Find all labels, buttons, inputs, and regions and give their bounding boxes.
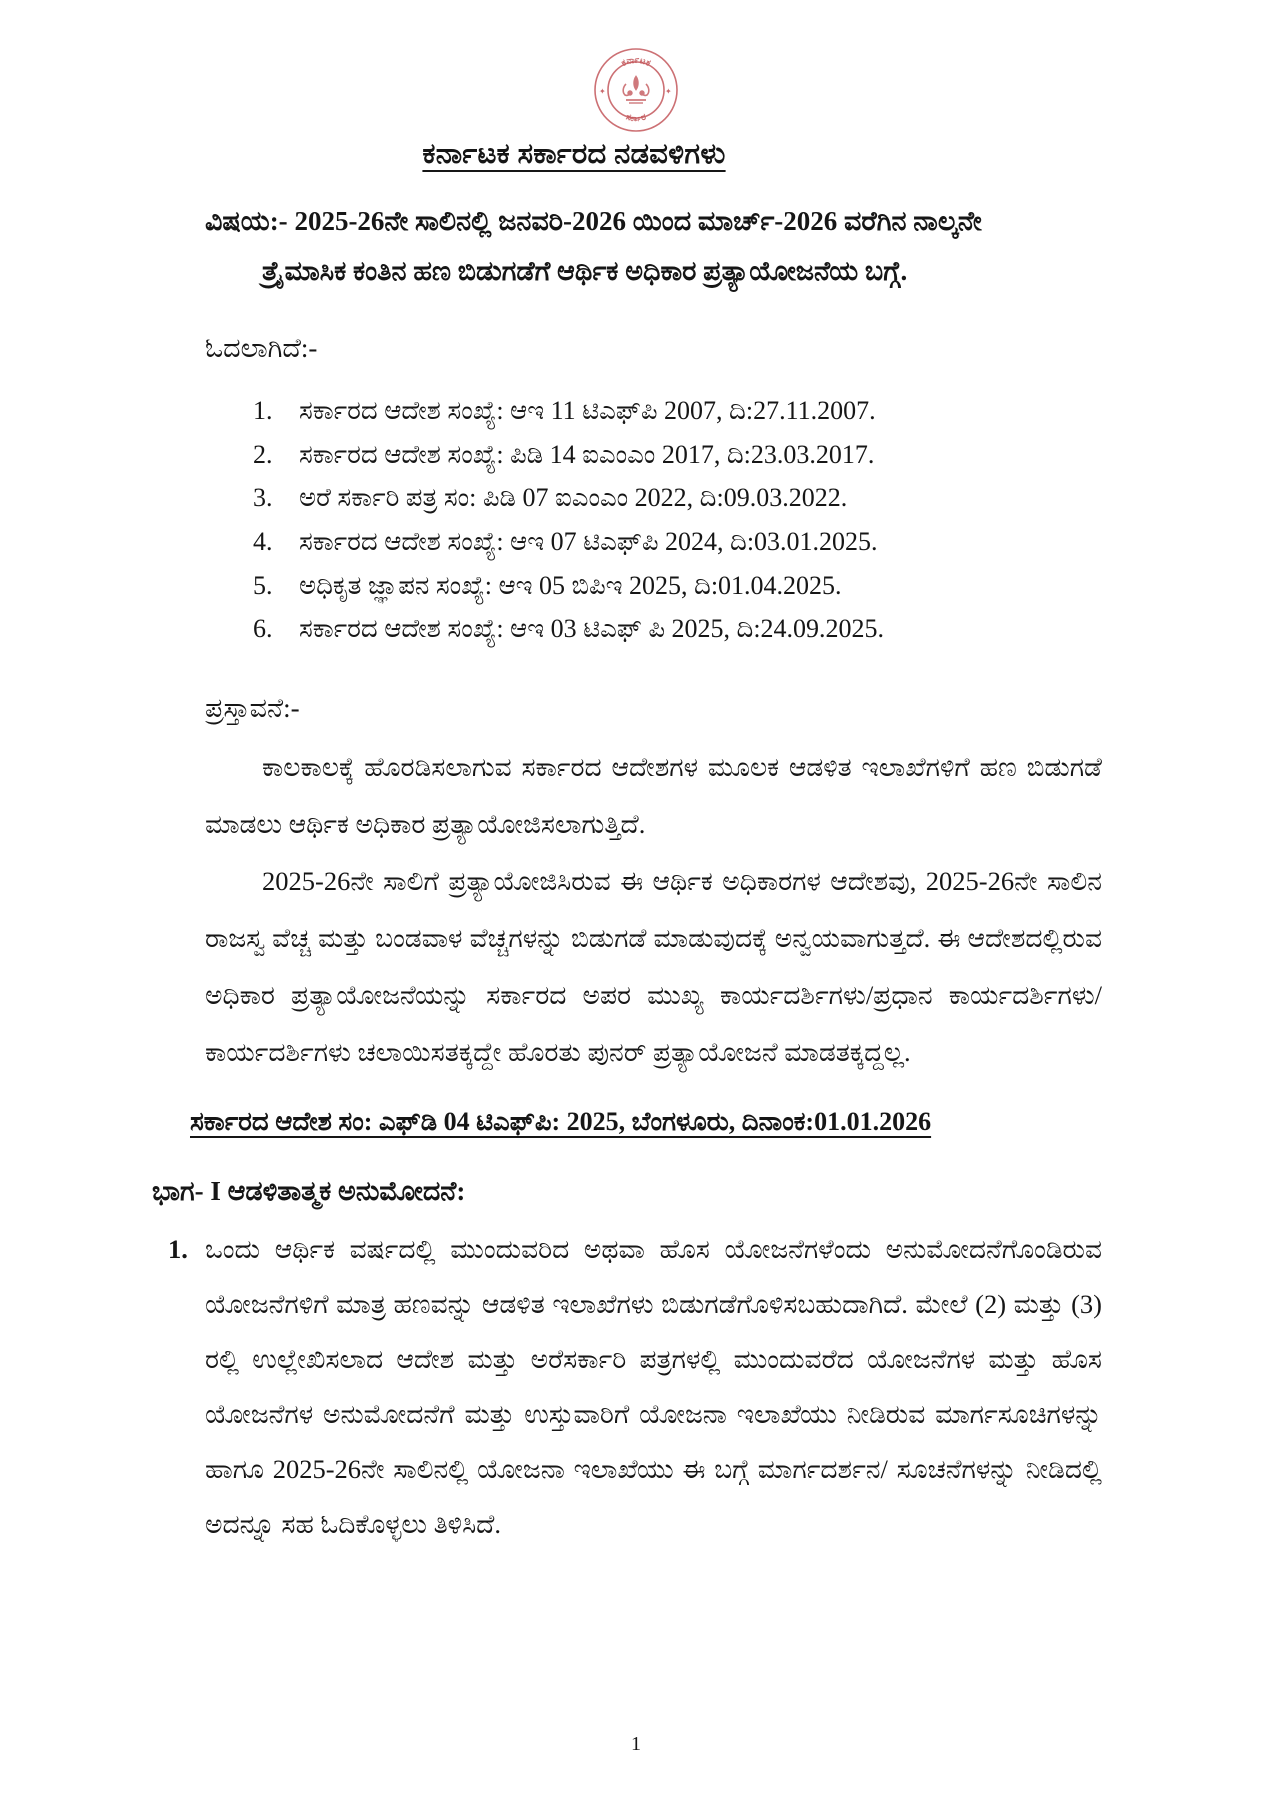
list-item-number: 2. — [253, 439, 273, 469]
list-item-text: ಸರ್ಕಾರದ ಆದೇಶ ಸಂಖ್ಯೆ: ಆಇ 11 ಟಿಎಫ್‌ಪಿ 2007, ದಿ:27.11.2007. — [299, 395, 876, 425]
preamble-paragraph-1: ಕಾಲಕಾಲಕ್ಕೆ ಹೊರಡಿಸಲಾಗುವ ಸರ್ಕಾರದ ಆದೇಶಗಳ ಮೂಲಕ ಆಡಳಿತ ಇಲಾಖೆಗಳಿಗೆ ಹಣ ಬಿಡುಗಡೆ ಮಾಡಲು ಆರ್ಥಿಕ ಅಧಿಕಾರ ಪ್ರತ್ಯಾಯೋಜಿಸಲಾಗುತ್ತಿದೆ. — [205, 751, 1102, 839]
page-title: ಕರ್ನಾಟಕ ಸರ್ಕಾರದ ನಡವಳಿಗಳು — [422, 138, 726, 170]
subject-label: ವಿಷಯ:- — [205, 206, 288, 236]
list-item-number: 5. — [253, 570, 273, 600]
seal-bottom-text: ಸರ್ಕಾರ — [624, 111, 648, 123]
list-item — [253, 389, 1102, 433]
list-item — [253, 476, 1102, 520]
read-section-heading: ಓದಲಾಗಿದೆ:- — [205, 332, 318, 363]
part1-item-number: 1. — [168, 1233, 188, 1264]
list-item-number: 4. — [253, 526, 273, 556]
preamble-heading: ಪ್ರಸ್ತಾವನೆ:- — [205, 692, 300, 723]
subject-block — [205, 197, 1102, 297]
list-item-text: ಅರೆ ಸರ್ಕಾರಿ ಪತ್ರ ಸಂ: ಪಿಡಿ 07 ಐಎಂಎಂ 2022, ದಿ:09.03.2022. — [299, 483, 848, 513]
document-body — [152, 197, 1102, 1552]
list-item-number: 1. — [253, 395, 273, 425]
list-item-text: ಅಧಿಕೃತ ಜ್ಞಾಪನ ಸಂಖ್ಯೆ: ಆಇ 05 ಬಿಪಿಇ 2025, ದಿ:01.04.2025. — [299, 570, 842, 600]
list-item — [253, 433, 1102, 477]
list-item-text: ಸರ್ಕಾರದ ಆದೇಶ ಸಂಖ್ಯೆ: ಆಇ 07 ಟಿಎಫ್‌ಪಿ 2024, ದಿ:03.01.2025. — [299, 526, 878, 556]
list-item — [253, 564, 1102, 608]
page-number: 1 — [631, 1733, 641, 1755]
list-item-text: ಸರ್ಕಾರದ ಆದೇಶ ಸಂಖ್ಯೆ: ಪಿಡಿ 14 ಐಎಂಎಂ 2017, ದಿ:23.03.2017. — [299, 439, 875, 469]
subject-line-2: ತ್ರೈಮಾಸಿಕ ಕಂತಿನ ಹಣ ಬಿಡುಗಡೆಗೆ ಆರ್ಥಿಕ ಅಧಿಕಾರ ಪ್ರತ್ಯಾಯೋಜನೆಯ ಬಗ್ಗೆ. — [262, 255, 908, 286]
part1-item-text: ಒಂದು ಆರ್ಥಿಕ ವರ್ಷದಲ್ಲಿ ಮುಂದುವರಿದ ಅಥವಾ ಹೊಸ ಯೋಜನೆಗಳೆಂದು ಅನುಮೋದನೆಗೊಂಡಿರುವ ಯೋಜನೆಗಳಿಗೆ ಮಾತ್ರ ಹಣವನ್ನು ಆಡಳಿತ ಇಲಾಖೆಗಳು ಬಿಡುಗಡೆಗೊಳಿಸಬಹುದಾಗಿದೆ. ಮೇಲೆ (2) ಮತ್ತು (3) ರಲ್ಲಿ ಉಲ್ಲೇಖಿಸಲಾದ ಆದೇಶ ಮತ್ತು ಅರೆಸರ್ಕಾರಿ ಪತ್ರಗಳಲ್ಲಿ ಮುಂದುವರೆದ ಯೋಜನೆಗಳ ಮತ್ತು ಹೊಸ ಯೋಜನೆಗಳ ಅನುಮೋದನೆಗೆ ಮತ್ತು ಉಸ್ತುವಾರಿಗೆ ಯೋಜನಾ ಇಲಾಖೆಯು ನೀಡಿರುವ ಮಾರ್ಗಸೂಚಿಗಳನ್ನು ಹಾಗೂ 2025-26ನೇ ಸಾಲಿನಲ್ಲಿ ಯೋಜನಾ ಇಲಾಖೆಯು ಈ ಬಗ್ಗೆ ಮಾರ್ಗದರ್ಶನ/ ಸೂಚನೆಗಳನ್ನು ನೀಡಿದಲ್ಲಿ ಅದನ್ನೂ ಸಹ ಓದಿಕೊಳ್ಳಲು ತಿಳಿಸಿದೆ. — [205, 1233, 1102, 1540]
preamble-paragraph-2: 2025-26ನೇ ಸಾಲಿಗೆ ಪ್ರತ್ಯಾಯೋಜಿಸಿರುವ ಈ ಆರ್ಥಿಕ ಅಧಿಕಾರಗಳ ಆದೇಶವು, 2025-26ನೇ ಸಾಲಿನ ರಾಜಸ್ವ ವೆಚ್ಚ ಮತ್ತು ಬಂಡವಾಳ ವೆಚ್ಚಗಳನ್ನು ಬಿಡುಗಡೆ ಮಾಡುವುದಕ್ಕೆ ಅನ್ವಯವಾಗುತ್ತದೆ. ಈ ಆದೇಶದಲ್ಲಿರುವ ಅಧಿಕಾರ ಪ್ರತ್ಯಾಯೋಜನೆಯನ್ನು ಸರ್ಕಾರದ ಅಪರ ಮುಖ್ಯ ಕಾರ್ಯದರ್ಶಿಗಳು/ಪ್ರಧಾನ ಕಾರ್ಯದರ್ಶಿಗಳು/ ಕಾರ್ಯದರ್ಶಿಗಳು ಚಲಾಯಿಸತಕ್ಕದ್ದೇ ಹೊರತು ಪುನರ್ ಪ್ರತ್ಯಾಯೋಜನೆ ಮಾಡತಕ್ಕದ್ದಲ್ಲ. — [205, 865, 1102, 1067]
part1-item — [168, 1222, 1102, 1553]
seal-right-star-icon: ✦ — [665, 87, 672, 96]
list-item-text: ಸರ್ಕಾರದ ಆದೇಶ ಸಂಖ್ಯೆ: ಆಇ 03 ಟಿಎಫ್ ಪಿ 2025, ದಿ:24.09.2025. — [299, 614, 885, 644]
lion-emblem-icon — [623, 76, 649, 103]
subject-line-1-text: 2025-26ನೇ ಸಾಲಿನಲ್ಲಿ ಜನವರಿ-2026 ಯಿಂದ ಮಾರ್ಚ್-2026 ವರೆಗಿನ ನಾಲ್ಕನೇ — [294, 206, 982, 236]
part1-heading: ಭಾಗ- I ಆಡಳಿತಾತ್ಮಕ ಅನುಮೋದನೆ: — [152, 1175, 466, 1206]
list-item — [253, 607, 1102, 651]
subject-line-1 — [205, 197, 1102, 247]
read-list — [253, 389, 1102, 651]
list-item-number: 6. — [253, 614, 273, 644]
order-reference-line: ಸರ್ಕಾರದ ಆದೇಶ ಸಂ: ಎಫ್‌ಡಿ 04 ಟಿಎಫ್‌ಪಿ: 2025, ಬೆಂಗಳೂರು, ದಿನಾಂಕ:01.01.2026 — [190, 1106, 932, 1136]
list-item-number: 3. — [253, 483, 273, 513]
government-seal — [0, 0, 1272, 134]
government-seal-icon — [592, 46, 680, 134]
list-item — [253, 520, 1102, 564]
seal-left-star-icon: ✦ — [599, 87, 606, 96]
seal-top-text: ಕರ್ನಾಟಕ — [619, 54, 653, 69]
